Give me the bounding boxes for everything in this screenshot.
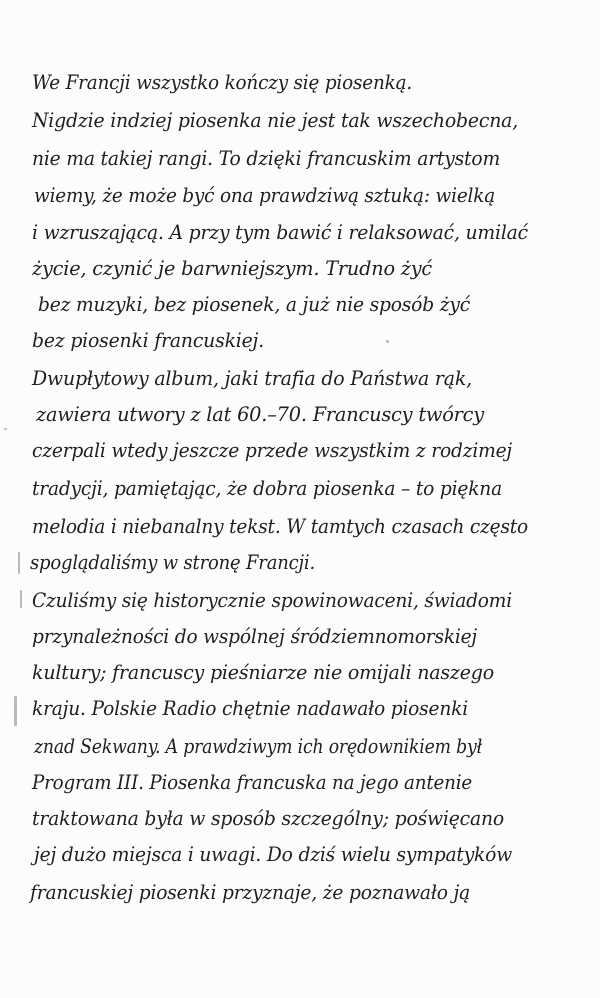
text-line: Dwupłytowy album, jaki trafia do Państwa rąk, — [32, 366, 472, 390]
text-line: traktowana była w sposób szczególny; poświęcano — [32, 806, 504, 830]
text-line: Czuliśmy się historycznie spowinowaceni, świadomi — [32, 588, 512, 612]
text-line: francuskiej piosenki przyznaje, że poznawało ją — [30, 880, 470, 904]
scan-speck — [386, 340, 389, 343]
text-line: życie, czynić je barwniejszym. Trudno żyć — [32, 256, 432, 280]
scan-speck — [18, 552, 20, 574]
text-line: kraju. Polskie Radio chętnie nadawało piosenki — [32, 696, 468, 720]
text-line: nie ma takiej rangi. To dzięki francuskim artystom — [32, 146, 500, 170]
scan-speck — [20, 590, 22, 608]
scan-speck — [4, 428, 7, 430]
text-line: tradycji, pamiętając, że dobra piosenka – to piękna — [32, 476, 502, 500]
text-line: kultury; francuscy pieśniarze nie omijali naszego — [32, 660, 494, 684]
text-line: znad Sekwany. A prawdziwym ich orędownikiem był — [34, 734, 482, 758]
text-line: przynależności do wspólnej śródziemnomorskiej — [32, 624, 477, 648]
text-line: bez muzyki, bez piosenek, a już nie sposób żyć — [38, 292, 470, 316]
text-line: Program III. Piosenka francuska na jego antenie — [32, 770, 472, 794]
scan-speck — [14, 696, 17, 726]
text-line: spoglądaliśmy w stronę Francji. — [30, 550, 315, 574]
text-line: wiemy, że może być ona prawdziwą sztuką: wielką — [34, 183, 495, 207]
text-line: We Francji wszystko kończy się piosenką. — [32, 70, 412, 94]
text-line: jej dużo miejsca i uwagi. Do dziś wielu sympatyków — [34, 842, 512, 866]
text-line: bez piosenki francuskiej. — [32, 328, 264, 352]
text-line: Nigdzie indziej piosenka nie jest tak wszechobecna, — [32, 108, 518, 132]
text-line: i wzruszającą. A przy tym bawić i relaksować, umilać — [32, 220, 528, 244]
text-line: czerpali wtedy jeszcze przede wszystkim z rodzimej — [32, 438, 512, 462]
text-line: zawiera utwory z lat 60.–70. Francuscy twórcy — [36, 402, 484, 426]
text-line: melodia i niebanalny tekst. W tamtych czasach często — [32, 514, 528, 538]
